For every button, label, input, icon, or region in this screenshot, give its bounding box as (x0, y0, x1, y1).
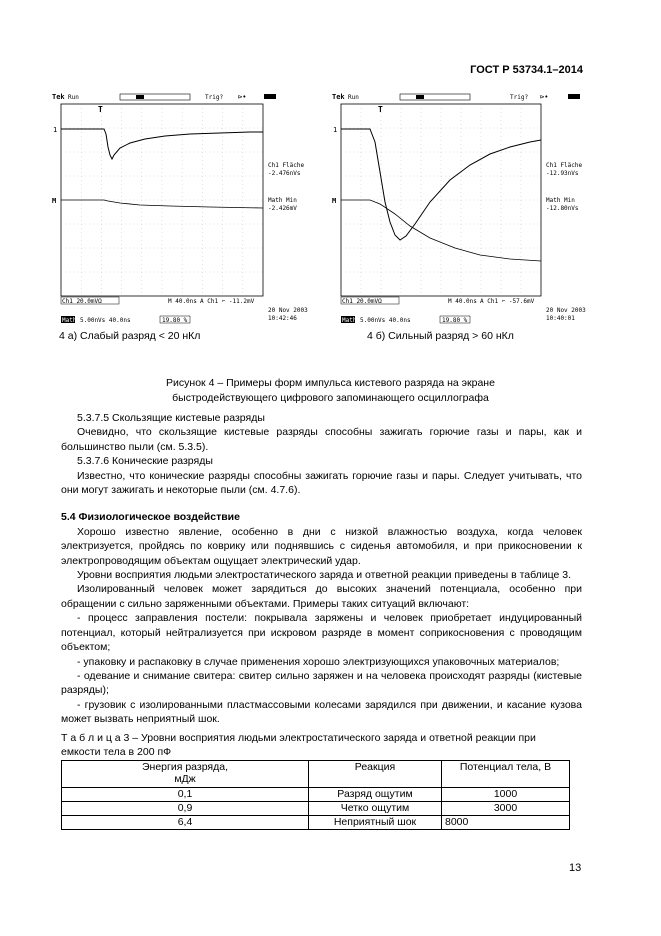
clause-5-3-7-5: 5.3.7.5 Скользящие кистевые разряды (77, 412, 265, 424)
math-marker: M (332, 197, 337, 205)
figure-title-line1: Рисунок 4 – Примеры форм импульса кистевого разряда на экране (166, 377, 495, 389)
ch1-area-label: Ch1 Fläche (268, 162, 305, 169)
math-label: Math (342, 317, 357, 324)
header-energy-line1: Энергия разряда, (142, 761, 228, 773)
trigger-setting: A Ch1 ⌐ -11.2mV (200, 298, 255, 305)
cell-potential: 1000 (442, 788, 570, 802)
ch1-marker: 1 (53, 126, 58, 134)
table-caption-line1: Т а б л и ц а 3 – Уровни восприятия людьми электростатического заряда и ответной реакции при (61, 732, 536, 744)
record-percent: 19.80 % (442, 317, 468, 324)
list-item: - одевание и снимание свитера: свитер сильно заряжен и на человека происходят разряды (кистевые разряды); (61, 669, 582, 697)
cell-energy: 6,4 (62, 816, 309, 830)
math-scale: 5.00nVs 40.0ns (80, 317, 131, 324)
paragraph: Очевидно, что скользящие кистевые разряды способны зажигать горючие газы и пары, как и большинство пыли (см. 5.3.5). (61, 426, 582, 453)
ch1-area-label: Ch1 Fläche (546, 162, 583, 169)
clause-5-3-7-6: 5.3.7.6 Конические разряды (77, 455, 213, 468)
capture-time: 10:40:01 (546, 315, 575, 322)
ch1-area-value: -12.93nVs (546, 170, 579, 177)
record-bar (400, 94, 470, 100)
paragraph: Хорошо известно явление, особенно в дни с низкой влажностью воздуха, когда человек электризуется, пройдясь по коврику или поднявшись с сиденья автомобиля, и при прикосновении к электропроводящим объектам ощущает электрический удар. (61, 525, 582, 567)
table-row (62, 788, 570, 802)
paragraph: Известно, что конические разряды способны зажигать горючие газы и пары. Следует учитывать, что они могут зажигать и некоторые пыли (см. 4.7.6). (61, 469, 582, 497)
probe-icon: ⊳• (540, 93, 549, 101)
math-min-value: -12.80nVs (546, 205, 579, 212)
page-number: 13 (569, 862, 582, 874)
ch1-scale: Ch1 20.0mVΩ (342, 298, 382, 305)
ch1-scale: Ch1 20.0mVΩ (62, 298, 102, 305)
ch1-area-value: -2.476nVs (268, 170, 301, 177)
cell-reaction: Неприятный шок (309, 816, 442, 830)
battery-icon (568, 94, 580, 99)
paragraph: Уровни восприятия людьми электростатического заряда и ответной реакции приведены в таблице 3. (77, 569, 572, 582)
record-marker (136, 95, 144, 99)
scope-status: Run (348, 94, 359, 101)
header-energy-line2: мДж (174, 773, 196, 785)
timebase: M 40.0ns (168, 298, 197, 305)
cell-reaction: Четко ощутим (309, 802, 442, 816)
list-item: - грузовик с изолированными пластмассовыми колесами зарядился при движении, и касание кузова может вызвать неприятный шок. (61, 698, 582, 726)
math-min-label: Math Min (268, 197, 297, 204)
paragraph: Изолированный человек может зарядиться до высоких значений потенциала, особенно при обращении с сильно заряженными объектами. Примеры таких ситуаций включают: (61, 583, 582, 610)
record-percent: 19.80 % (162, 317, 188, 324)
cell-reaction: Разряд ощутим (309, 788, 442, 802)
record-bar (120, 94, 190, 100)
body-text (61, 411, 582, 727)
figure-caption-b: 4 б) Сильный разряд > 60 нКл (367, 330, 514, 342)
scope-brand: Tek (332, 93, 345, 101)
record-marker (416, 95, 424, 99)
battery-icon (264, 94, 276, 99)
header-energy (62, 761, 309, 788)
capture-date: 20 Nov 2003 (268, 307, 308, 314)
table-caption (61, 731, 576, 760)
table-3 (61, 760, 570, 830)
list-item: - упаковку и распаковку в случае применения хорошо электризующихся упаковочных материалов; (77, 655, 560, 668)
math-waveform (341, 200, 541, 261)
capture-time: 10:42:46 (268, 315, 297, 322)
probe-icon: ⊳• (238, 93, 247, 101)
header-reaction: Реакция (309, 761, 442, 788)
cell-potential: 8000 (442, 816, 570, 830)
timebase: M 40.0ns (448, 298, 477, 305)
table-row (62, 816, 570, 830)
document-header: ГОСТ Р 53734.1–2014 (470, 64, 583, 76)
scope-trig-status: Trig? (510, 94, 529, 101)
trigger-position-marker: T (98, 105, 103, 114)
scope-brand: Tek (52, 93, 65, 101)
math-min-value: -2.426mV (268, 205, 297, 212)
ch1-marker: 1 (333, 126, 338, 134)
section-heading-5-4: 5.4 Физиологическое воздействие (61, 511, 240, 524)
oscilloscope-screen-a (50, 92, 308, 332)
table-row (62, 802, 570, 816)
math-scale: 5.00nVs 40.0ns (360, 317, 411, 324)
cell-energy: 0,1 (62, 788, 309, 802)
math-marker: M (52, 197, 57, 205)
table-caption-line2: емкости тела в 200 пФ (61, 746, 172, 759)
figure-caption-a: 4 а) Слабый разряд < 20 нКл (59, 330, 201, 342)
figure-title (0, 376, 661, 406)
math-label: Math (62, 317, 77, 324)
trigger-position-marker: T (378, 105, 383, 114)
header-potential: Потенциал тела, В (442, 761, 570, 788)
scope-status: Run (68, 94, 79, 101)
scope-trig-status: Trig? (205, 94, 224, 101)
list-item: - процесс заправления постели: покрывала заряжены и человек приобретает индуцированный потенциал, который нейтрализуется при искровом разряде в момент соприкосновения с проводящим объектом; (61, 612, 582, 654)
math-min-label: Math Min (546, 197, 575, 204)
oscilloscope-screen-b (330, 92, 586, 332)
table-header-row (62, 761, 570, 788)
capture-date: 20 Nov 2003 (546, 307, 586, 314)
figure-title-line2: быстродействующего цифрового запоминающего осциллографа (172, 392, 489, 404)
trigger-setting: A Ch1 ⌐ -57.6mV (480, 298, 535, 305)
cell-energy: 0,9 (62, 802, 309, 816)
cell-potential: 3000 (442, 802, 570, 816)
